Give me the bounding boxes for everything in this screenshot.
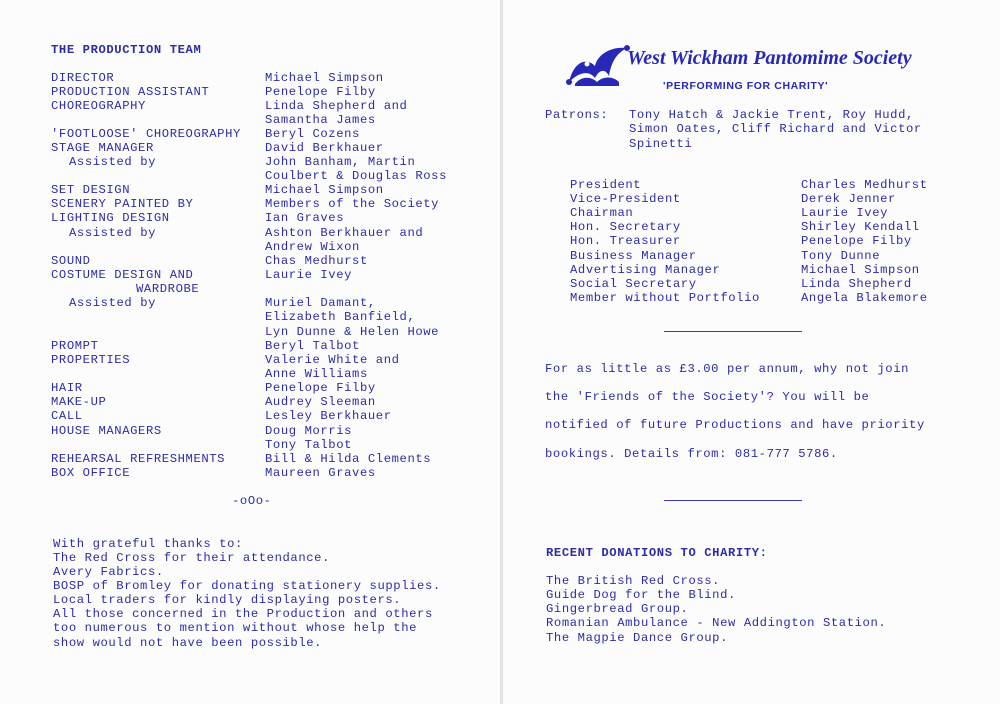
- officer-name: Linda Shepherd: [801, 277, 912, 291]
- role-hair: HAIR: [51, 381, 83, 395]
- society-tagline: 'PERFORMING FOR CHARITY': [663, 80, 829, 92]
- officer-title: Advertising Manager: [570, 263, 721, 277]
- thanks-line: too numerous to mention without whose help the: [53, 621, 418, 635]
- thanks-line: Avery Fabrics.: [53, 565, 164, 579]
- role-assisted-by: Assisted by: [69, 226, 157, 240]
- role-wardrobe: WARDROBE: [136, 282, 200, 296]
- jester-hat-logo-icon: [565, 42, 631, 90]
- role-scenery-painted-by: SCENERY PAINTED BY: [51, 197, 194, 211]
- donation-item: Guide Dog for the Blind.: [546, 588, 736, 602]
- separator: -oOo-: [232, 494, 272, 508]
- patrons-label: Patrons:: [545, 108, 609, 122]
- credit-name: John Banham, Martin: [265, 155, 416, 169]
- role-sound: SOUND: [51, 254, 91, 268]
- credit-name: Ashton Berkhauer and: [265, 226, 424, 240]
- officer-title: President: [570, 178, 642, 192]
- officer-name: Angela Blakemore: [801, 291, 928, 305]
- role-choreography: CHOREOGRAPHY: [51, 99, 146, 113]
- credit-name: David Berkhauer: [265, 141, 384, 155]
- officer-title: Social Secretary: [570, 277, 697, 291]
- thanks-line: With grateful thanks to:: [53, 537, 243, 551]
- credit-name: Maureen Graves: [265, 466, 376, 480]
- officer-name: Penelope Filby: [801, 234, 912, 248]
- role-prompt: PROMPT: [51, 339, 99, 353]
- role-box-office: BOX OFFICE: [51, 466, 131, 480]
- role-properties: PROPERTIES: [51, 353, 131, 367]
- role-costume-design: COSTUME DESIGN AND: [51, 268, 194, 282]
- officer-name: Tony Dunne: [801, 249, 881, 263]
- officer-name: Michael Simpson: [801, 263, 920, 277]
- patrons-line: Tony Hatch & Jackie Trent, Roy Hudd,: [629, 108, 914, 122]
- credit-name: Laurie Ivey: [265, 268, 353, 282]
- production-team-heading: THE PRODUCTION TEAM: [51, 43, 202, 57]
- divider: [664, 331, 802, 332]
- patrons-line: Simon Oates, Cliff Richard and Victor: [629, 122, 922, 136]
- officer-name: Laurie Ivey: [801, 206, 889, 220]
- donation-item: The Magpie Dance Group.: [546, 631, 729, 645]
- credit-name: Samantha James: [265, 113, 376, 127]
- role-rehearsal-refreshments: REHEARSAL REFRESHMENTS: [51, 452, 226, 466]
- thanks-line: All those concerned in the Production and others: [53, 607, 433, 621]
- credit-name: Andrew Wixon: [265, 240, 360, 254]
- role-production-assistant: PRODUCTION ASSISTANT: [51, 85, 210, 99]
- credit-name: Members of the Society: [265, 197, 440, 211]
- role-set-design: SET DESIGN: [51, 183, 131, 197]
- thanks-line: Local traders for kindly displaying posters.: [53, 593, 402, 607]
- thanks-line: show would not have been possible.: [53, 636, 323, 650]
- thanks-line: BOSP of Bromley for donating stationery supplies.: [53, 579, 441, 593]
- thanks-line: The Red Cross for their attendance.: [53, 551, 330, 565]
- credit-name: Beryl Talbot: [265, 339, 360, 353]
- credit-name: Audrey Sleeman: [265, 395, 376, 409]
- credit-name: Muriel Damant,: [265, 296, 376, 310]
- officer-title: Chairman: [570, 206, 634, 220]
- credit-name: Lesley Berkhauer: [265, 409, 392, 423]
- donation-item: Gingerbread Group.: [546, 602, 689, 616]
- officer-title: Member without Portfolio: [570, 291, 760, 305]
- credit-name: Anne Williams: [265, 367, 368, 381]
- credit-name: Beryl Cozens: [265, 127, 360, 141]
- friends-line: bookings. Details from: 081-777 5786.: [545, 447, 838, 461]
- role-call: CALL: [51, 409, 83, 423]
- donation-item: Romanian Ambulance - New Addington Station.: [546, 616, 887, 630]
- officer-title: Vice-President: [570, 192, 681, 206]
- divider: [664, 500, 802, 501]
- role-director: DIRECTOR: [51, 71, 115, 85]
- role-assisted-by: Assisted by: [69, 155, 157, 169]
- credit-name: Penelope Filby: [265, 85, 376, 99]
- officer-name: Derek Jenner: [801, 192, 896, 206]
- credit-name: Bill & Hilda Clements: [265, 452, 432, 466]
- credit-name: Lyn Dunne & Helen Howe: [265, 325, 440, 339]
- credit-name: Penelope Filby: [265, 381, 376, 395]
- officer-title: Hon. Treasurer: [570, 234, 681, 248]
- donation-item: The British Red Cross.: [546, 574, 721, 588]
- credit-name: Doug Morris: [265, 424, 353, 438]
- role-stage-manager: STAGE MANAGER: [51, 141, 154, 155]
- officer-title: Hon. Secretary: [570, 220, 681, 234]
- officer-title: Business Manager: [570, 249, 697, 263]
- friends-line: For as little as £3.00 per annum, why not join: [545, 362, 910, 376]
- officer-name: Shirley Kendall: [801, 220, 920, 234]
- credit-name: Elizabeth Banfield,: [265, 310, 416, 324]
- credit-name: Valerie White and: [265, 353, 400, 367]
- role-lighting-design: LIGHTING DESIGN: [51, 211, 170, 225]
- credit-name: Coulbert & Douglas Ross: [265, 169, 448, 183]
- officer-name: Charles Medhurst: [801, 178, 928, 192]
- credit-name: Ian Graves: [265, 211, 345, 225]
- credit-name: Linda Shepherd and: [265, 99, 408, 113]
- credit-name: Tony Talbot: [265, 438, 353, 452]
- credit-name: Chas Medhurst: [265, 254, 368, 268]
- role-house-managers: HOUSE MANAGERS: [51, 424, 162, 438]
- role-assisted-by: Assisted by: [69, 296, 157, 310]
- credit-name: Michael Simpson: [265, 183, 384, 197]
- donations-heading: RECENT DONATIONS TO CHARITY:: [546, 546, 768, 560]
- credit-name: Michael Simpson: [265, 71, 384, 85]
- society-name: West Wickham Pantomime Society: [627, 47, 912, 69]
- role-make-up: MAKE-UP: [51, 395, 107, 409]
- friends-line: notified of future Productions and have priority: [545, 418, 925, 432]
- patrons-line: Spinetti: [629, 137, 693, 151]
- role-footloose-choreography: 'FOOTLOOSE' CHOREOGRAPHY: [51, 127, 241, 141]
- friends-line: the 'Friends of the Society'? You will be: [545, 390, 870, 404]
